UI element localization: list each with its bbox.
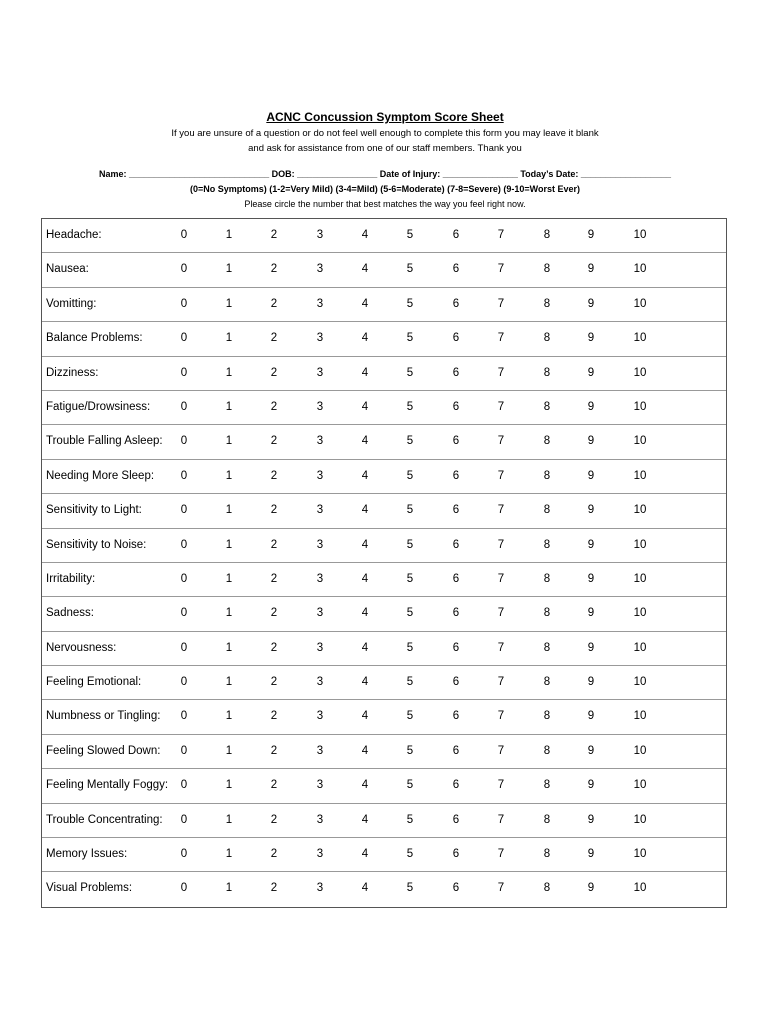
score-option-4[interactable]: 4 <box>361 400 369 413</box>
symptom-label: Headache: <box>46 229 102 241</box>
score-option-2[interactable]: 2 <box>270 779 278 792</box>
score-option-5[interactable]: 5 <box>406 297 414 310</box>
score-option-1[interactable]: 1 <box>225 607 233 620</box>
score-option-10[interactable]: 10 <box>633 263 647 276</box>
score-option-2[interactable]: 2 <box>270 744 278 757</box>
score-option-5[interactable]: 5 <box>406 676 414 689</box>
intro-text-line-2: and ask for assistance from one of our staff members. Thank you <box>248 143 522 154</box>
score-option-0[interactable]: 0 <box>180 848 188 861</box>
score-option-3[interactable]: 3 <box>316 744 324 757</box>
score-option-8[interactable]: 8 <box>543 366 551 379</box>
score-option-7[interactable]: 7 <box>497 848 505 861</box>
score-option-10[interactable]: 10 <box>633 813 647 826</box>
score-option-6[interactable]: 6 <box>452 779 460 792</box>
score-option-10[interactable]: 10 <box>633 607 647 620</box>
score-option-0[interactable]: 0 <box>180 676 188 689</box>
score-option-4[interactable]: 4 <box>361 263 369 276</box>
symptom-row <box>42 872 726 906</box>
symptom-label: Sensitivity to Light: <box>46 504 142 517</box>
score-option-3[interactable]: 3 <box>316 400 324 413</box>
score-option-3[interactable]: 3 <box>316 469 324 482</box>
score-option-6[interactable]: 6 <box>452 744 460 757</box>
score-option-8[interactable]: 8 <box>543 710 551 723</box>
score-option-5[interactable]: 5 <box>406 229 414 241</box>
score-option-5[interactable]: 5 <box>406 538 414 551</box>
score-option-5[interactable]: 5 <box>406 779 414 792</box>
score-option-8[interactable]: 8 <box>543 779 551 792</box>
score-option-0[interactable]: 0 <box>180 297 188 310</box>
score-option-8[interactable]: 8 <box>543 538 551 551</box>
score-option-10[interactable]: 10 <box>633 538 647 551</box>
instruction-text: Please circle the number that best matches the way you feel right now. <box>244 199 526 209</box>
score-option-5[interactable]: 5 <box>406 882 414 895</box>
symptom-label: Vomitting: <box>46 297 97 310</box>
score-option-5[interactable]: 5 <box>406 332 414 345</box>
score-option-9[interactable]: 9 <box>587 229 595 241</box>
score-option-6[interactable]: 6 <box>452 676 460 689</box>
score-option-9[interactable]: 9 <box>587 607 595 620</box>
score-option-6[interactable]: 6 <box>452 400 460 413</box>
score-option-9[interactable]: 9 <box>587 538 595 551</box>
score-option-2[interactable]: 2 <box>270 882 278 895</box>
score-option-8[interactable]: 8 <box>543 572 551 585</box>
symptom-row <box>42 253 726 287</box>
score-option-10[interactable]: 10 <box>633 744 647 757</box>
score-option-3[interactable]: 3 <box>316 297 324 310</box>
score-option-1[interactable]: 1 <box>225 538 233 551</box>
score-option-5[interactable]: 5 <box>406 400 414 413</box>
score-option-6[interactable]: 6 <box>452 435 460 448</box>
score-option-5[interactable]: 5 <box>406 469 414 482</box>
symptom-row <box>42 735 726 769</box>
score-option-4[interactable]: 4 <box>361 229 369 241</box>
score-option-1[interactable]: 1 <box>225 504 233 517</box>
symptom-label: Numbness or Tingling: <box>46 710 161 723</box>
score-option-2[interactable]: 2 <box>270 332 278 345</box>
score-option-9[interactable]: 9 <box>587 572 595 585</box>
symptom-row <box>42 425 726 459</box>
score-option-2[interactable]: 2 <box>270 366 278 379</box>
score-option-1[interactable]: 1 <box>225 366 233 379</box>
score-option-1[interactable]: 1 <box>225 229 233 241</box>
score-option-2[interactable]: 2 <box>270 263 278 276</box>
score-option-0[interactable]: 0 <box>180 435 188 448</box>
score-option-3[interactable]: 3 <box>316 572 324 585</box>
score-option-10[interactable]: 10 <box>633 229 647 241</box>
score-option-1[interactable]: 1 <box>225 813 233 826</box>
symptom-row <box>42 391 726 425</box>
symptom-row <box>42 357 726 391</box>
score-option-10[interactable]: 10 <box>633 848 647 861</box>
score-option-0[interactable]: 0 <box>180 607 188 620</box>
symptom-label: Nausea: <box>46 263 89 276</box>
score-option-3[interactable]: 3 <box>316 607 324 620</box>
score-option-8[interactable]: 8 <box>543 676 551 689</box>
score-option-2[interactable]: 2 <box>270 607 278 620</box>
score-option-2[interactable]: 2 <box>270 710 278 723</box>
score-option-7[interactable]: 7 <box>497 366 505 379</box>
symptom-row <box>42 322 726 356</box>
score-option-1[interactable]: 1 <box>225 400 233 413</box>
score-option-0[interactable]: 0 <box>180 400 188 413</box>
score-option-6[interactable]: 6 <box>452 469 460 482</box>
score-option-4[interactable]: 4 <box>361 607 369 620</box>
symptom-label: Trouble Concentrating: <box>46 813 163 826</box>
symptom-label: Sensitivity to Noise: <box>46 538 147 551</box>
score-option-7[interactable]: 7 <box>497 572 505 585</box>
score-option-2[interactable]: 2 <box>270 572 278 585</box>
score-option-9[interactable]: 9 <box>587 882 595 895</box>
score-option-10[interactable]: 10 <box>633 882 647 895</box>
score-option-7[interactable]: 7 <box>497 400 505 413</box>
score-option-6[interactable]: 6 <box>452 263 460 276</box>
score-option-4[interactable]: 4 <box>361 779 369 792</box>
score-option-4[interactable]: 4 <box>361 469 369 482</box>
score-option-4[interactable]: 4 <box>361 332 369 345</box>
score-option-10[interactable]: 10 <box>633 641 647 654</box>
score-option-0[interactable]: 0 <box>180 332 188 345</box>
symptom-row <box>42 700 726 734</box>
score-option-1[interactable]: 1 <box>225 263 233 276</box>
score-option-8[interactable]: 8 <box>543 848 551 861</box>
symptom-row <box>42 597 726 631</box>
score-option-1[interactable]: 1 <box>225 469 233 482</box>
score-option-5[interactable]: 5 <box>406 607 414 620</box>
score-option-3[interactable]: 3 <box>316 538 324 551</box>
score-option-3[interactable]: 3 <box>316 504 324 517</box>
score-option-4[interactable]: 4 <box>361 848 369 861</box>
score-option-10[interactable]: 10 <box>633 469 647 482</box>
score-option-10[interactable]: 10 <box>633 435 647 448</box>
score-option-7[interactable]: 7 <box>497 779 505 792</box>
symptom-label: Feeling Slowed Down: <box>46 744 161 757</box>
score-option-2[interactable]: 2 <box>270 435 278 448</box>
score-option-8[interactable]: 8 <box>543 607 551 620</box>
score-option-7[interactable]: 7 <box>497 435 505 448</box>
score-option-3[interactable]: 3 <box>316 882 324 895</box>
symptom-row <box>42 666 726 700</box>
score-option-6[interactable]: 6 <box>452 607 460 620</box>
symptom-row <box>42 219 726 253</box>
score-option-9[interactable]: 9 <box>587 848 595 861</box>
score-option-9[interactable]: 9 <box>587 366 595 379</box>
score-option-5[interactable]: 5 <box>406 435 414 448</box>
score-option-9[interactable]: 9 <box>587 435 595 448</box>
score-option-10[interactable]: 10 <box>633 504 647 517</box>
score-option-8[interactable]: 8 <box>543 297 551 310</box>
score-option-3[interactable]: 3 <box>316 848 324 861</box>
score-option-7[interactable]: 7 <box>497 229 505 241</box>
score-option-5[interactable]: 5 <box>406 263 414 276</box>
score-option-7[interactable]: 7 <box>497 641 505 654</box>
score-option-7[interactable]: 7 <box>497 813 505 826</box>
score-option-6[interactable]: 6 <box>452 710 460 723</box>
score-option-0[interactable]: 0 <box>180 882 188 895</box>
score-option-9[interactable]: 9 <box>587 641 595 654</box>
score-option-8[interactable]: 8 <box>543 469 551 482</box>
score-option-8[interactable]: 8 <box>543 504 551 517</box>
score-option-4[interactable]: 4 <box>361 882 369 895</box>
score-option-9[interactable]: 9 <box>587 469 595 482</box>
score-option-4[interactable]: 4 <box>361 366 369 379</box>
score-option-2[interactable]: 2 <box>270 641 278 654</box>
score-option-9[interactable]: 9 <box>587 263 595 276</box>
score-option-9[interactable]: 9 <box>587 744 595 757</box>
score-option-5[interactable]: 5 <box>406 710 414 723</box>
symptom-label: Fatigue/Drowsiness: <box>46 400 151 413</box>
symptom-label: Sadness: <box>46 607 94 620</box>
score-option-0[interactable]: 0 <box>180 779 188 792</box>
score-option-6[interactable]: 6 <box>452 572 460 585</box>
score-option-0[interactable]: 0 <box>180 263 188 276</box>
score-option-4[interactable]: 4 <box>361 676 369 689</box>
score-option-5[interactable]: 5 <box>406 744 414 757</box>
score-option-2[interactable]: 2 <box>270 400 278 413</box>
score-option-1[interactable]: 1 <box>225 435 233 448</box>
score-option-3[interactable]: 3 <box>316 710 324 723</box>
score-option-10[interactable]: 10 <box>633 572 647 585</box>
score-option-5[interactable]: 5 <box>406 572 414 585</box>
score-option-8[interactable]: 8 <box>543 400 551 413</box>
score-option-2[interactable]: 2 <box>270 538 278 551</box>
score-option-3[interactable]: 3 <box>316 435 324 448</box>
score-option-4[interactable]: 4 <box>361 504 369 517</box>
score-option-9[interactable]: 9 <box>587 504 595 517</box>
score-option-7[interactable]: 7 <box>497 332 505 345</box>
score-option-1[interactable]: 1 <box>225 297 233 310</box>
score-option-7[interactable]: 7 <box>497 504 505 517</box>
score-option-0[interactable]: 0 <box>180 366 188 379</box>
score-option-0[interactable]: 0 <box>180 710 188 723</box>
score-option-3[interactable]: 3 <box>316 332 324 345</box>
symptom-label: Memory Issues: <box>46 848 128 861</box>
symptom-score-table <box>41 218 727 908</box>
score-option-10[interactable]: 10 <box>633 366 647 379</box>
score-option-1[interactable]: 1 <box>225 882 233 895</box>
score-option-7[interactable]: 7 <box>497 710 505 723</box>
score-option-10[interactable]: 10 <box>633 676 647 689</box>
score-option-0[interactable]: 0 <box>180 813 188 826</box>
score-option-2[interactable]: 2 <box>270 297 278 310</box>
score-option-0[interactable]: 0 <box>180 744 188 757</box>
score-option-3[interactable]: 3 <box>316 641 324 654</box>
symptom-label: Nervousness: <box>46 641 117 654</box>
symptom-row <box>42 769 726 803</box>
symptom-label: Needing More Sleep: <box>46 469 155 482</box>
symptom-label: Irritability: <box>46 572 96 585</box>
score-option-10[interactable]: 10 <box>633 297 647 310</box>
score-option-7[interactable]: 7 <box>497 538 505 551</box>
score-option-10[interactable]: 10 <box>633 332 647 345</box>
score-option-1[interactable]: 1 <box>225 572 233 585</box>
score-option-1[interactable]: 1 <box>225 848 233 861</box>
score-option-4[interactable]: 4 <box>361 744 369 757</box>
score-option-7[interactable]: 7 <box>497 744 505 757</box>
score-option-3[interactable]: 3 <box>316 263 324 276</box>
score-option-4[interactable]: 4 <box>361 572 369 585</box>
score-option-10[interactable]: 10 <box>633 710 647 723</box>
score-option-6[interactable]: 6 <box>452 538 460 551</box>
score-option-0[interactable]: 0 <box>180 572 188 585</box>
score-option-0[interactable]: 0 <box>180 229 188 241</box>
symptom-label: Visual Problems: <box>46 882 133 895</box>
score-option-8[interactable]: 8 <box>543 332 551 345</box>
score-option-1[interactable]: 1 <box>225 332 233 345</box>
score-option-2[interactable]: 2 <box>270 848 278 861</box>
score-option-2[interactable]: 2 <box>270 813 278 826</box>
score-option-7[interactable]: 7 <box>497 607 505 620</box>
symptom-row <box>42 563 726 597</box>
score-option-2[interactable]: 2 <box>270 229 278 241</box>
score-option-8[interactable]: 8 <box>543 263 551 276</box>
score-option-9[interactable]: 9 <box>587 779 595 792</box>
score-option-8[interactable]: 8 <box>543 744 551 757</box>
score-option-2[interactable]: 2 <box>270 469 278 482</box>
symptom-row <box>42 529 726 563</box>
score-option-4[interactable]: 4 <box>361 710 369 723</box>
score-option-9[interactable]: 9 <box>587 297 595 310</box>
score-option-5[interactable]: 5 <box>406 848 414 861</box>
score-option-4[interactable]: 4 <box>361 297 369 310</box>
score-option-8[interactable]: 8 <box>543 641 551 654</box>
symptom-row <box>42 632 726 666</box>
score-option-10[interactable]: 10 <box>633 400 647 413</box>
score-option-5[interactable]: 5 <box>406 504 414 517</box>
score-option-1[interactable]: 1 <box>225 710 233 723</box>
score-option-6[interactable]: 6 <box>452 332 460 345</box>
score-option-7[interactable]: 7 <box>497 469 505 482</box>
scale-legend: (0=No Symptoms) (1-2=Very Mild) (3-4=Mild) (5-6=Moderate) (7-8=Severe) (9-10=Worst Ever) <box>190 184 580 194</box>
score-option-9[interactable]: 9 <box>587 813 595 826</box>
score-option-6[interactable]: 6 <box>452 641 460 654</box>
score-option-0[interactable]: 0 <box>180 641 188 654</box>
score-option-1[interactable]: 1 <box>225 676 233 689</box>
symptom-label: Feeling Mentally Foggy: <box>46 779 169 792</box>
symptom-label: Trouble Falling Asleep: <box>46 435 163 448</box>
score-option-9[interactable]: 9 <box>587 710 595 723</box>
score-option-4[interactable]: 4 <box>361 435 369 448</box>
symptom-label: Feeling Emotional: <box>46 676 142 689</box>
score-option-9[interactable]: 9 <box>587 400 595 413</box>
score-option-2[interactable]: 2 <box>270 676 278 689</box>
symptom-row <box>42 288 726 322</box>
symptom-row <box>42 804 726 838</box>
score-option-8[interactable]: 8 <box>543 435 551 448</box>
score-option-3[interactable]: 3 <box>316 676 324 689</box>
score-option-4[interactable]: 4 <box>361 813 369 826</box>
score-option-8[interactable]: 8 <box>543 813 551 826</box>
score-option-7[interactable]: 7 <box>497 882 505 895</box>
score-option-1[interactable]: 1 <box>225 744 233 757</box>
score-option-1[interactable]: 1 <box>225 641 233 654</box>
score-option-6[interactable]: 6 <box>452 229 460 241</box>
score-option-6[interactable]: 6 <box>452 813 460 826</box>
score-option-3[interactable]: 3 <box>316 779 324 792</box>
score-option-10[interactable]: 10 <box>633 779 647 792</box>
score-option-9[interactable]: 9 <box>587 332 595 345</box>
intro-text-line-1: If you are unsure of a question or do not feel well enough to complete this form you may leave it blank <box>171 128 599 139</box>
score-option-5[interactable]: 5 <box>406 366 414 379</box>
score-option-4[interactable]: 4 <box>361 538 369 551</box>
score-option-7[interactable]: 7 <box>497 297 505 310</box>
score-option-6[interactable]: 6 <box>452 504 460 517</box>
score-option-6[interactable]: 6 <box>452 366 460 379</box>
score-option-3[interactable]: 3 <box>316 813 324 826</box>
score-option-8[interactable]: 8 <box>543 229 551 241</box>
score-option-8[interactable]: 8 <box>543 882 551 895</box>
score-option-6[interactable]: 6 <box>452 882 460 895</box>
symptom-row <box>42 494 726 528</box>
score-option-0[interactable]: 0 <box>180 538 188 551</box>
symptom-row <box>42 838 726 872</box>
form-title: ACNC Concussion Symptom Score Sheet <box>266 110 504 124</box>
score-option-3[interactable]: 3 <box>316 229 324 241</box>
score-option-9[interactable]: 9 <box>587 676 595 689</box>
patient-info-line: Name: ____________________________ DOB: ________________ Date of Injury: _______________ Today’s Date: __________________ <box>99 169 671 179</box>
score-option-3[interactable]: 3 <box>316 366 324 379</box>
score-option-6[interactable]: 6 <box>452 297 460 310</box>
score-option-6[interactable]: 6 <box>452 848 460 861</box>
score-option-4[interactable]: 4 <box>361 641 369 654</box>
score-option-7[interactable]: 7 <box>497 676 505 689</box>
score-option-0[interactable]: 0 <box>180 469 188 482</box>
symptom-row <box>42 460 726 494</box>
symptom-label: Dizziness: <box>46 366 99 379</box>
score-option-5[interactable]: 5 <box>406 641 414 654</box>
score-option-1[interactable]: 1 <box>225 779 233 792</box>
score-option-2[interactable]: 2 <box>270 504 278 517</box>
score-option-5[interactable]: 5 <box>406 813 414 826</box>
symptom-label: Balance Problems: <box>46 332 143 345</box>
score-option-0[interactable]: 0 <box>180 504 188 517</box>
score-option-7[interactable]: 7 <box>497 263 505 276</box>
